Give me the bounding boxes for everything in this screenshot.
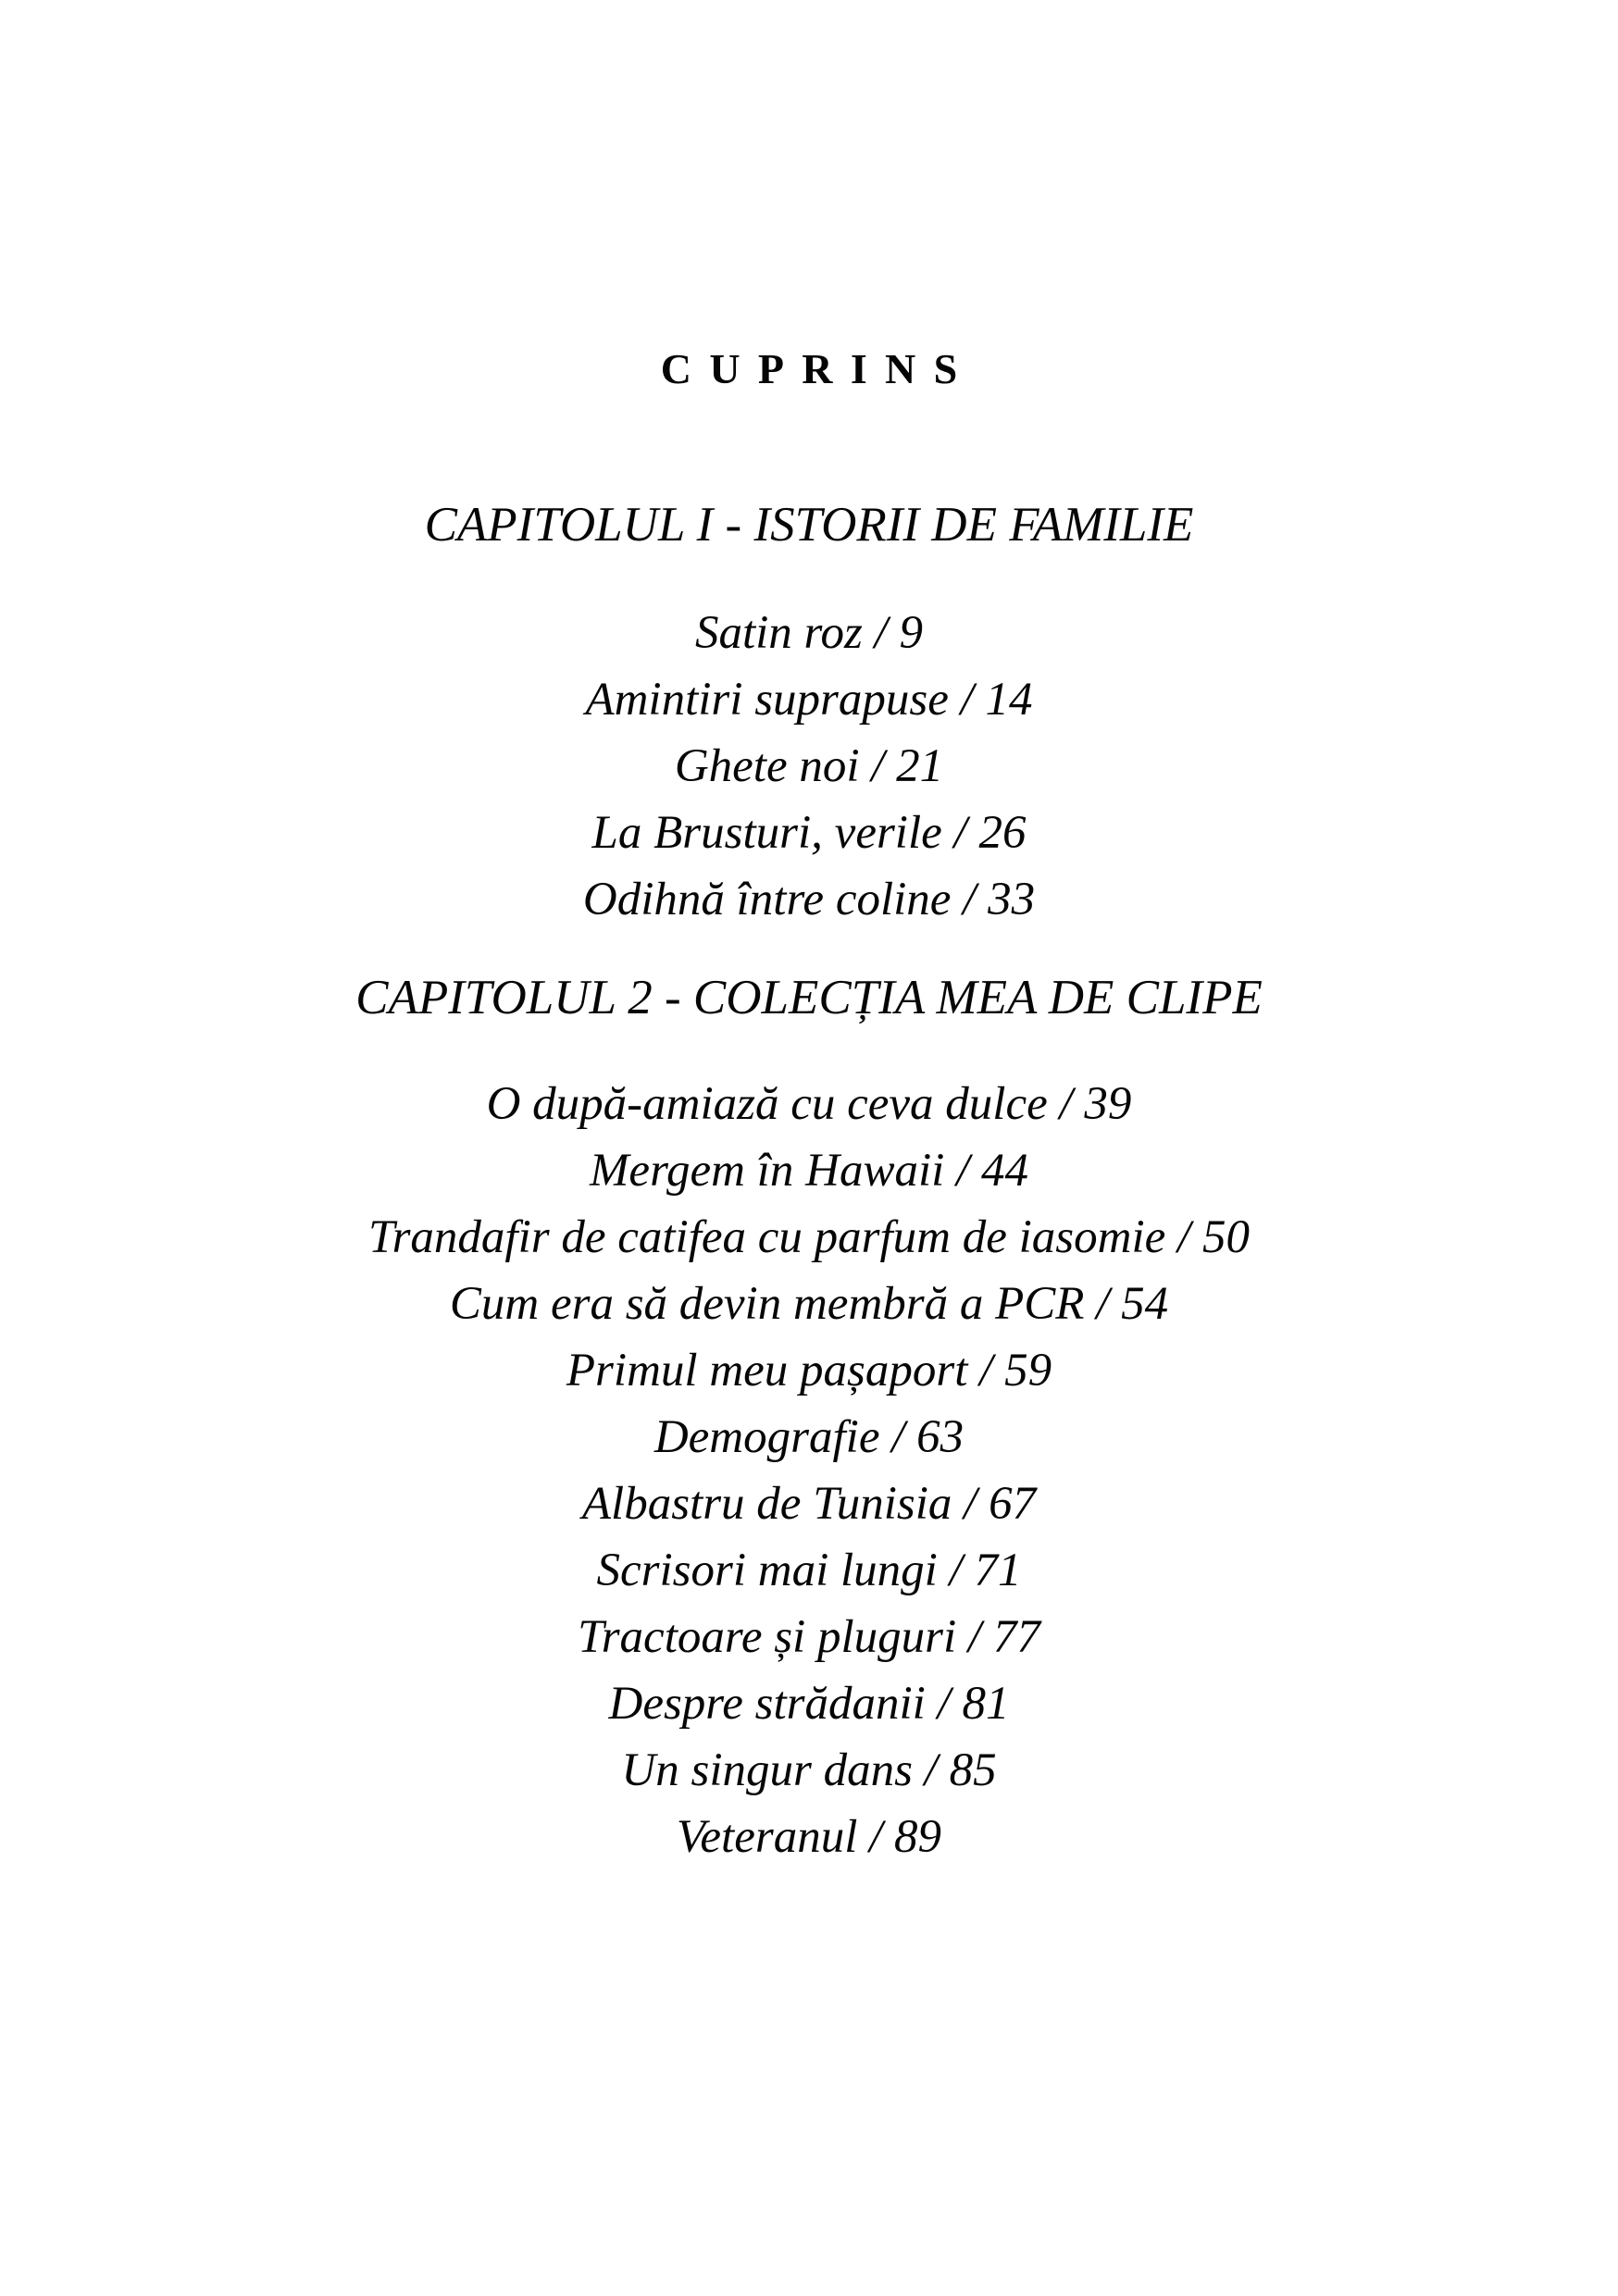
chapter-2-heading: CAPITOLUL 2 - COLECȚIA MEA DE CLIPE xyxy=(355,970,1263,1024)
toc-entry: Satin roz / 9 xyxy=(694,606,924,659)
toc-entry: Tractoare și pluguri / 77 xyxy=(578,1610,1040,1663)
toc-entry: Odihnă între coline / 33 xyxy=(582,873,1036,925)
chapter-1-section xyxy=(0,497,1618,933)
toc-entry: La Brusturi, verile / 26 xyxy=(591,806,1027,859)
toc-entry: Primul meu pașaport / 59 xyxy=(566,1344,1052,1396)
toc-entry: Un singur dans / 85 xyxy=(621,1744,997,1796)
toc-entry: Despre strădanii / 81 xyxy=(608,1677,1010,1730)
chapter-2-section xyxy=(0,970,1618,1870)
toc-entry: Veteranul / 89 xyxy=(676,1810,942,1863)
toc-entry: Demografie / 63 xyxy=(653,1410,965,1463)
toc-entry: Trandafir de catifea cu parfum de iasomie / 50 xyxy=(368,1210,1250,1263)
toc-entry: Albastru de Tunisia / 67 xyxy=(581,1477,1037,1530)
toc-entry: Ghete noi / 21 xyxy=(674,739,944,792)
toc-entry: O după-amiază cu ceva dulce / 39 xyxy=(486,1077,1132,1130)
chapter-1-heading: CAPITOLUL I - ISTORII DE FAMILIE xyxy=(424,498,1194,552)
toc-entry: Cum era să devin membră a PCR / 54 xyxy=(449,1277,1169,1330)
toc-entry: Amintiri suprapuse / 14 xyxy=(585,673,1033,726)
toc-entry: Mergem în Hawaii / 44 xyxy=(589,1144,1029,1197)
page-title: CUPRINS xyxy=(660,345,976,392)
toc-entry: Scrisori mai lungi / 71 xyxy=(596,1544,1022,1596)
